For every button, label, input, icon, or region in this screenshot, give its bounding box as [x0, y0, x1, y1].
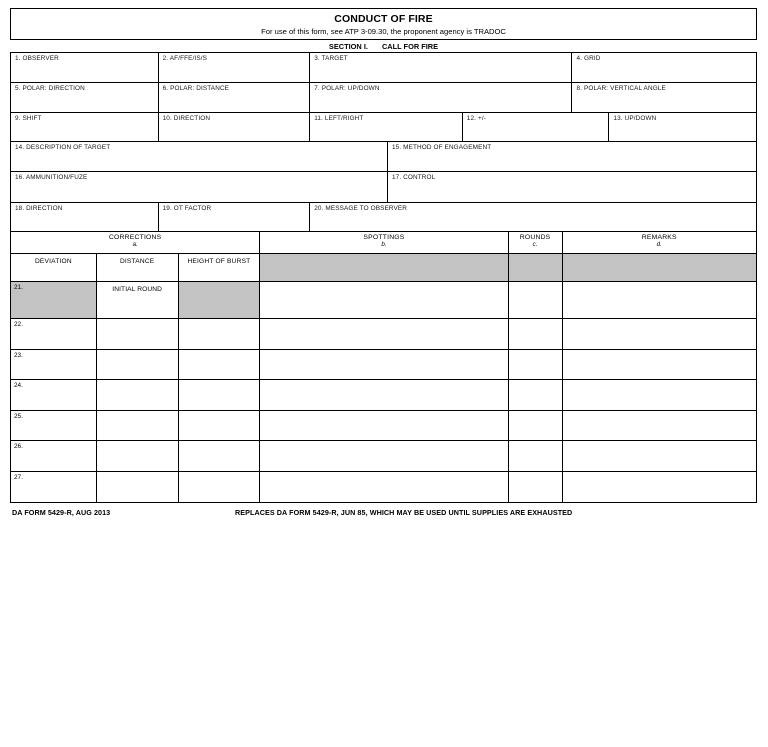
cell-distance[interactable]	[96, 411, 178, 441]
cell-rounds[interactable]	[508, 411, 563, 441]
sub-header-spottings-shaded	[259, 254, 507, 281]
section-header-call-for-fire	[10, 39, 757, 53]
group-header-spottings: SPOTTINGS b.	[259, 232, 507, 253]
cell-distance: INITIAL ROUND	[96, 282, 178, 318]
cell-rounds[interactable]	[508, 380, 563, 410]
cell-rounds[interactable]	[508, 350, 563, 380]
group-header-rounds: ROUNDS c.	[508, 232, 563, 253]
field-polar-vertical-angle[interactable]: 8. POLAR: VERTICAL ANGLE	[571, 83, 756, 112]
cell-spottings[interactable]	[259, 411, 507, 441]
cell-rounds[interactable]	[508, 441, 563, 471]
cell-height-of-burst	[178, 282, 260, 318]
cell-remarks[interactable]	[563, 441, 756, 471]
field-row-5-8	[11, 83, 756, 113]
cell-deviation[interactable]: 25.	[14, 412, 23, 420]
table-row	[11, 379, 756, 410]
field-polar-up-down[interactable]: 7. POLAR: UP/DOWN	[309, 83, 571, 112]
field-ammunition-fuze[interactable]: 16. AMMUNITION/FUZE	[15, 174, 88, 181]
table-row	[11, 349, 756, 380]
field-af-ffe-is-s[interactable]: 2. AF/FFE/IS/S	[158, 53, 310, 82]
field-control[interactable]: 17. CONTROL	[387, 172, 756, 202]
group-header-remarks: REMARKS d.	[641, 234, 677, 249]
field-method-of-engagement[interactable]: 15. METHOD OF ENGAGEMENT	[387, 142, 756, 171]
cell-distance[interactable]	[96, 472, 178, 502]
table-row	[11, 471, 756, 502]
form-identifier: DA FORM 5429-R, AUG 2013	[12, 507, 111, 517]
table-row	[11, 410, 756, 441]
cell-height-of-burst[interactable]	[178, 411, 260, 441]
field-row-18-20	[11, 203, 756, 232]
form-footer	[10, 506, 757, 524]
sub-header-rounds-shaded	[508, 254, 563, 281]
table-group-header-row	[11, 232, 756, 254]
field-ot-factor[interactable]: 19. OT FACTOR	[158, 203, 310, 231]
cell-deviation[interactable]: 22.	[14, 321, 23, 328]
field-polar-distance[interactable]: 6. POLAR: DISTANCE	[158, 83, 310, 112]
form-title-block	[10, 8, 757, 39]
cell-deviation: 21.	[11, 282, 96, 318]
cell-deviation[interactable]: 23.	[14, 351, 23, 359]
cell-distance[interactable]	[96, 319, 178, 349]
section-number: SECTION I.	[328, 41, 368, 51]
cell-spottings[interactable]	[259, 282, 507, 318]
cell-spottings[interactable]	[259, 350, 507, 380]
cell-height-of-burst[interactable]	[178, 472, 260, 502]
cell-spottings[interactable]	[259, 319, 507, 349]
cell-distance[interactable]	[96, 441, 178, 471]
cell-remarks[interactable]	[563, 282, 756, 318]
da-form-5429-r	[10, 8, 757, 524]
field-polar-direction[interactable]: 5. POLAR: DIRECTION	[15, 85, 85, 92]
cell-distance[interactable]	[96, 350, 178, 380]
cell-deviation[interactable]: 24.	[14, 382, 23, 390]
field-description-of-target[interactable]: 14. DESCRIPTION OF TARGET	[15, 144, 111, 151]
sub-header-remarks-shaded	[563, 254, 756, 281]
form-authority-note: For use of this form, see ATP 3-09.30, the proponent agency is TRADOC	[261, 27, 506, 36]
field-observer[interactable]: 1. OBSERVER	[15, 55, 59, 62]
field-grid[interactable]: 4. GRID	[571, 53, 756, 82]
page-title: CONDUCT OF FIRE	[334, 13, 433, 25]
cell-height-of-burst[interactable]	[178, 350, 260, 380]
table-row	[11, 440, 756, 471]
cell-spottings[interactable]	[259, 441, 507, 471]
conduct-of-fire-table	[10, 232, 757, 503]
field-left-right[interactable]: 11. LEFT/RIGHT	[309, 113, 462, 141]
cell-deviation[interactable]: 27.	[14, 473, 23, 481]
field-target[interactable]: 3. TARGET	[309, 53, 571, 82]
field-row-9-13	[11, 113, 756, 142]
field-message-to-observer[interactable]: 20. MESSAGE TO OBSERVER	[309, 203, 756, 231]
field-up-down[interactable]: 13. UP/DOWN	[608, 113, 756, 141]
field-shift[interactable]: 9. SHIFT	[15, 115, 42, 122]
field-row-14-15	[11, 142, 756, 172]
cell-spottings[interactable]	[259, 472, 507, 502]
call-for-fire-grid	[10, 53, 757, 232]
cell-rounds[interactable]	[508, 282, 563, 318]
cell-spottings[interactable]	[259, 380, 507, 410]
cell-rounds[interactable]	[508, 472, 563, 502]
cell-height-of-burst[interactable]	[178, 441, 260, 471]
cell-distance[interactable]	[96, 380, 178, 410]
cell-remarks[interactable]	[563, 350, 756, 380]
cell-height-of-burst[interactable]	[178, 380, 260, 410]
cell-remarks[interactable]	[563, 472, 756, 502]
cell-remarks[interactable]	[563, 319, 756, 349]
cell-deviation[interactable]: 26.	[14, 443, 23, 451]
field-shift-direction[interactable]: 10. DIRECTION	[158, 113, 310, 141]
section-name: CALL FOR FIRE	[381, 41, 439, 51]
field-row-1-4	[11, 53, 756, 83]
table-row	[11, 318, 756, 349]
sub-header-height-of-burst: HEIGHT OF BURST	[178, 254, 260, 281]
field-row-16-17	[11, 172, 756, 203]
table-row	[11, 282, 756, 318]
field-direction[interactable]: 18. DIRECTION	[15, 205, 63, 212]
table-sub-header-row	[11, 254, 756, 282]
cell-remarks[interactable]	[563, 380, 756, 410]
form-replaces-note: REPLACES DA FORM 5429-R, JUN 85, WHICH MAY BE USED UNTIL SUPPLIES ARE EXHAUSTED	[235, 507, 573, 517]
field-plus-minus[interactable]: 12. +/-	[462, 113, 609, 141]
group-header-corrections: CORRECTIONS a.	[108, 234, 162, 249]
cell-remarks[interactable]	[563, 411, 756, 441]
sub-header-deviation: DEVIATION	[34, 258, 72, 265]
cell-rounds[interactable]	[508, 319, 563, 349]
sub-header-distance: DISTANCE	[96, 254, 178, 281]
cell-height-of-burst[interactable]	[178, 319, 260, 349]
